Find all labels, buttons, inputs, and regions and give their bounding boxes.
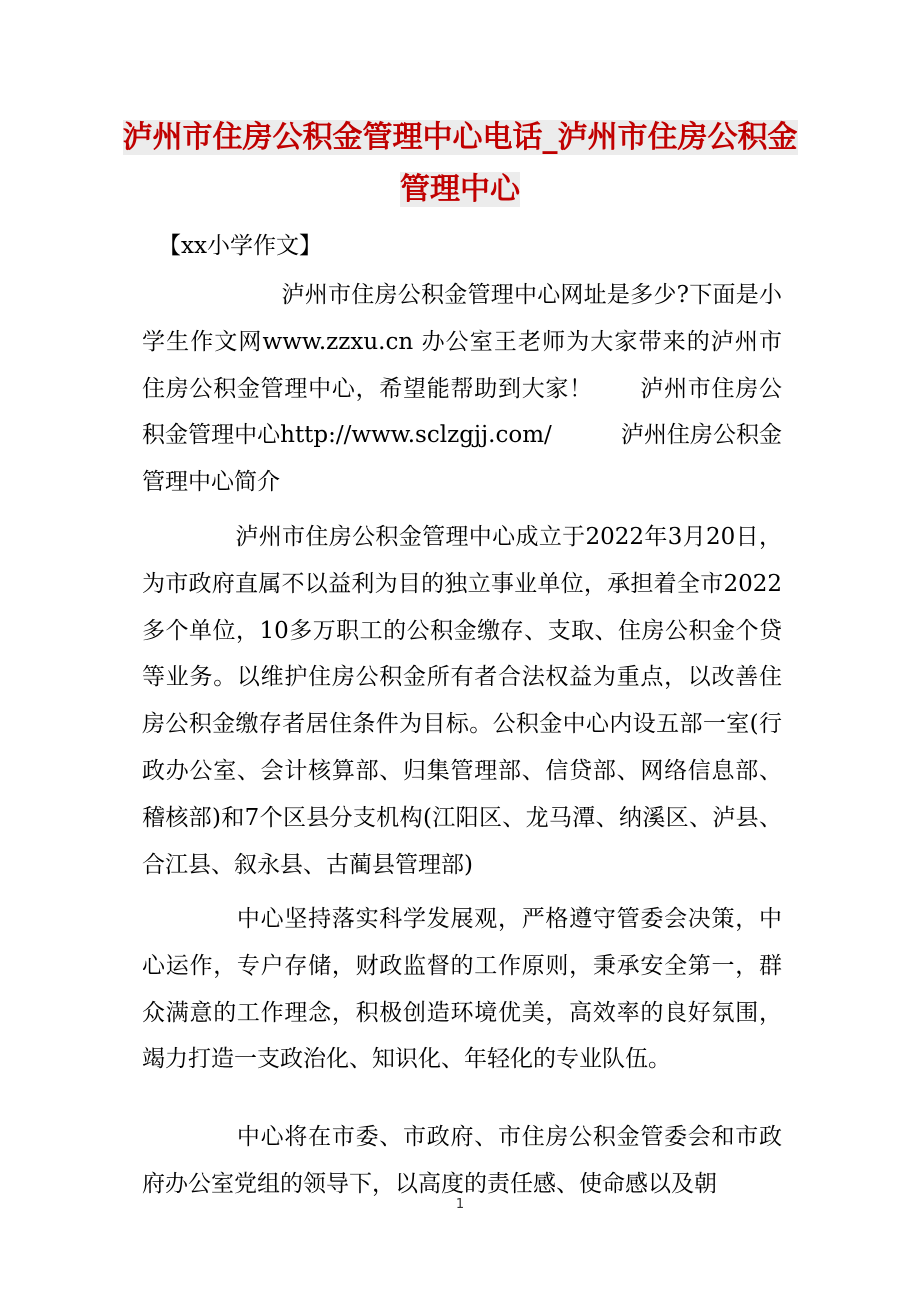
paragraph-history: 泸州市住房公积金管理中心成立于2022年3月20日，为市政府直属不以益利为目的独立事业单位，承担着全市2022多个单位，10多万职工的公积金缴存、支取、住房公积金个贷等业务。以维护住房公积金所有者合法权益为重点，以改善住房公积金缴存者居住条件为目标。公积金中心内设五部一室(行政办公室、会计核算部、归集管理部、信贷部、网络信息部、稽核部)和7个区县分支机构(江阳区、龙马潭、纳溪区、泸县、合江县、叙永县、古蔺县管理部): [142, 524, 782, 878]
document-title-line1: 泸州市住房公积金管理中心电话_泸州市住房公积金: [122, 120, 798, 155]
document-title-line2: 管理中心: [400, 172, 520, 207]
page-number: 1: [455, 1197, 465, 1212]
category-tag: 【xx小学作文】: [158, 233, 322, 259]
document-title: [100, 112, 820, 216]
paragraph-leadership: 中心将在市委、市政府、市住房公积金管委会和市政府办公室党组的领导下，以高度的责任感、使命感以及朝: [142, 1124, 782, 1197]
paragraph-principles: 中心坚持落实科学发展观，严格遵守管委会决策，中心运作，专户存储，财政监督的工作原则，秉承安全第一，群众满意的工作理念，积极创造环境优美，高效率的良好氛围，竭力打造一支政治化、知识化、年轻化的专业队伍。: [142, 906, 782, 1073]
paragraph-intro: 泸州市住房公积金管理中心网址是多少?下面是小学生作文网www.zzxu.cn 办公室王老师为大家带来的泸州市住房公积金管理中心，希望能帮助到大家！ 泸州市住房公积金管理中心http://www.sclzgjj.com/ 泸州住房公积金管理中心简介: [142, 282, 782, 496]
